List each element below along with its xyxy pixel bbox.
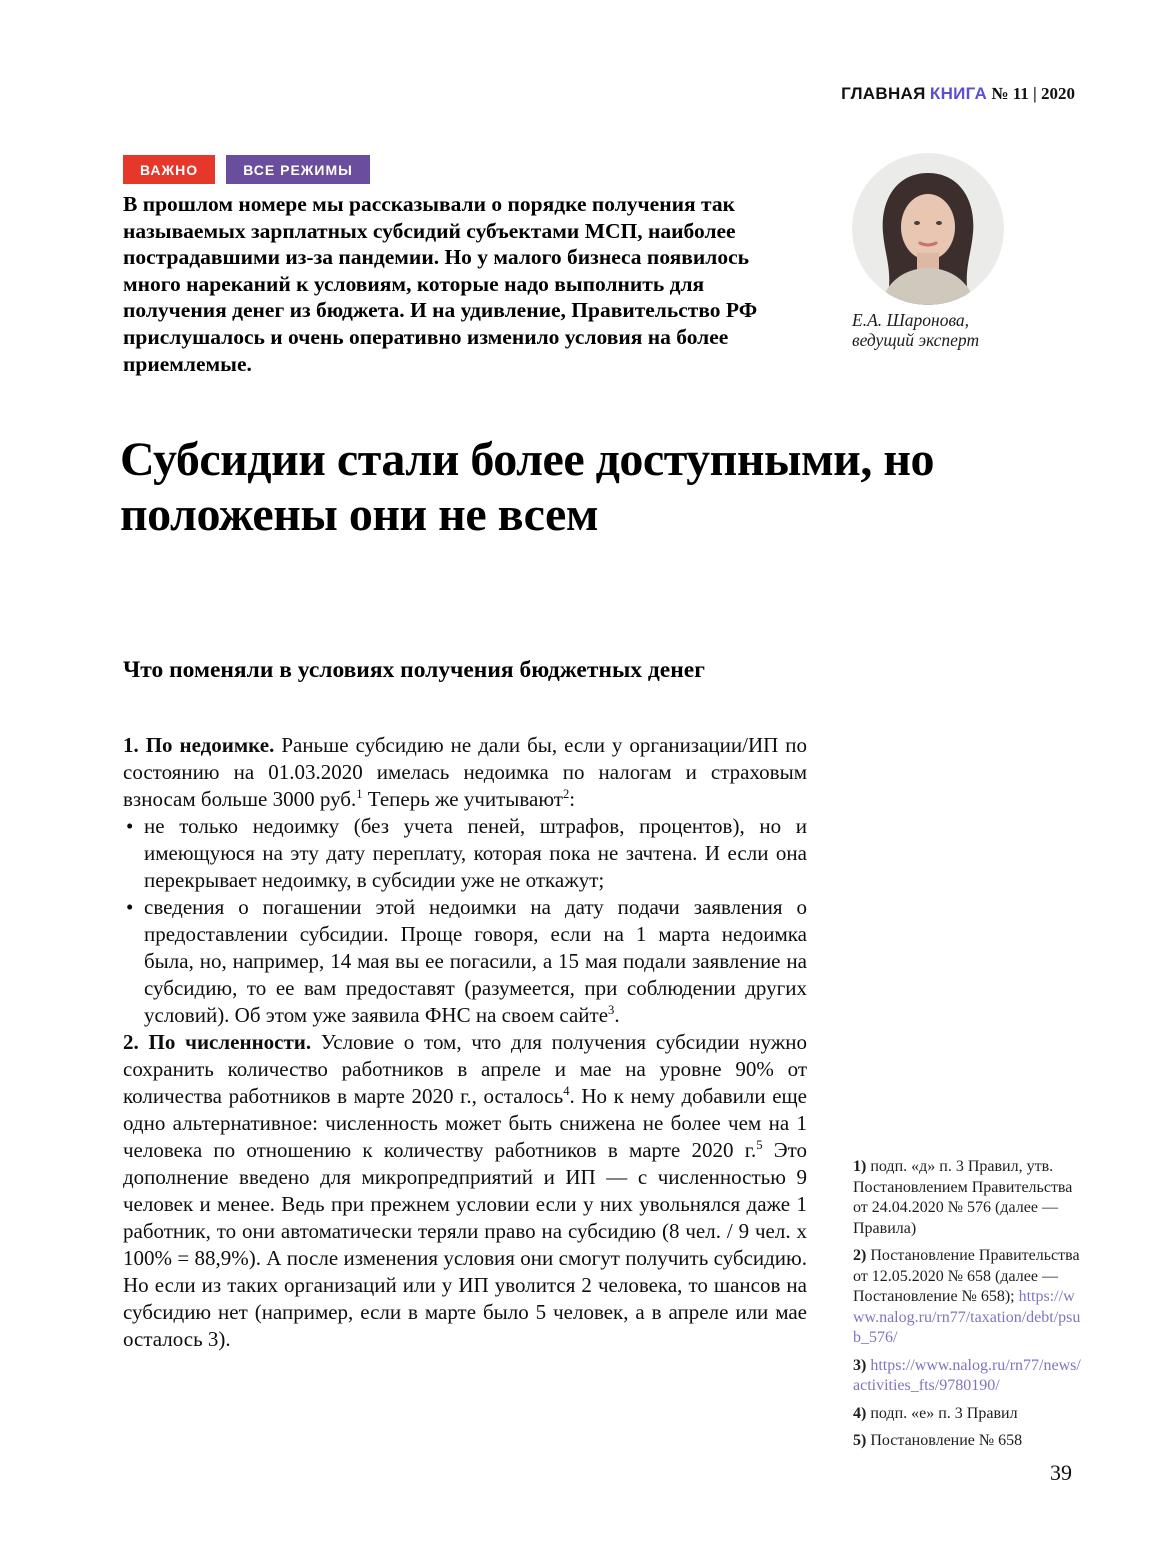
journal-header — [0, 84, 1075, 104]
text-run: подп. «е» п. 3 Правил — [870, 1404, 1018, 1422]
section-heading: Что поменяли в условиях получения бюджетных денег — [123, 657, 705, 683]
footnote-ref: 5 — [756, 1138, 763, 1152]
page-number: 39 — [1050, 1460, 1072, 1485]
text-run: : — [569, 787, 576, 811]
bullet-item — [123, 813, 807, 894]
bullet-item — [123, 894, 807, 1029]
bold-lead: 1. По недоимке. — [123, 733, 282, 757]
footnote-number: 1) — [853, 1158, 871, 1175]
text-run: сведения о погашении этой недоимки на дату подачи заявления о предоставлении субсидии. Проще говоря, если на 1 марта недоимка была, но, например, 14 мая вы ее погасили, а 15 мая подали заявление на субсидию, то ее вам предоставят (разумеется, при соблюдении других условий). Об этом уже заявила ФНС на своем сайте — [144, 895, 807, 1027]
journal-issue: № 11 | 2020 — [991, 84, 1075, 103]
article-body — [123, 732, 807, 1353]
footnote-ref: 4 — [563, 1084, 570, 1098]
text-run: не только недоимку (без учета пеней, штрафов, процентов), но и имеющуюся на эту дату переплату, которая пока не зачтена. И если она перекрывает недоимку, в субсидии уже не откажут; — [144, 814, 807, 892]
text-run: Условие о том, что для получения субсидии нужно сохранить количество работников в апреле и мае на уровне 90% от количества работников в марте 2020 г., осталось — [123, 1030, 807, 1108]
author-photo — [852, 153, 1004, 305]
text-run: Постановление № 658 — [870, 1432, 1023, 1449]
footnote-link[interactable]: https://www.nalog.ru/rn77/taxation/debt/psub_576/ — [853, 1288, 1081, 1346]
author-portrait-illustration — [852, 153, 1004, 305]
journal-brand-purple: КНИГА — [929, 84, 988, 103]
footnote-number: 5) — [853, 1432, 871, 1449]
text-run: Теперь же учитывают — [362, 787, 563, 811]
intro-paragraph: В прошлом номере мы рассказывали о порядке получения так называемых зарплатных субсидий субъектами МСП, наиболее пострадавшими из-за пандемии. Но у малого бизнеса появилось много нареканий к условиям, которые надо выполнить для получения денег из бюджета. И на удивление, Правительство РФ прислушалось и очень оперативно изменило условия на более приемлемые. — [123, 192, 758, 376]
author-role: ведущий эксперт — [852, 330, 980, 350]
text-run: Раньше субсидию не дали бы, если у организации/ИП по состоянию на 01.03.2020 имелась недоимка по налогам и страховым взносам больше 3000 руб. — [123, 733, 808, 811]
footnote-number: 2) — [853, 1247, 871, 1264]
journal-brand-black: ГЛАВНАЯ — [841, 84, 926, 103]
footnote-number: 3) — [853, 1356, 871, 1374]
footnotes-sidebar — [853, 1157, 1081, 1459]
topic-badges — [123, 155, 370, 184]
footnote-item — [853, 1157, 1081, 1239]
bold-lead: 2. По численности. — [123, 1030, 321, 1054]
text-run: Постановление Правительства от 12.05.2020 № 658 (далее — Постановление № 658); — [853, 1247, 1080, 1305]
author-name: Е.А. Шаронова, — [852, 310, 970, 330]
footnote-ref: 3 — [608, 1003, 615, 1017]
body-paragraph — [123, 732, 807, 813]
footnote-number: 4) — [853, 1404, 871, 1422]
footnote-item — [853, 1431, 1081, 1452]
body-paragraph — [123, 1029, 807, 1353]
footnote-ref: 1 — [356, 787, 363, 801]
text-run: подп. «д» п. 3 Правил, утв. Постановлением Правительства от 24.04.2020 № 576 (далее — Правила) — [853, 1158, 1073, 1237]
footnote-item — [853, 1404, 1081, 1425]
article-title: Субсидии стали более доступными, но положены они не всем — [120, 433, 934, 541]
footnote-link[interactable]: https://www.nalog.ru/rn77/news/activities_fts/9780190/ — [853, 1356, 1081, 1394]
footnote-item — [853, 1246, 1081, 1349]
text-run: . — [614, 1003, 620, 1027]
topic-badge-1: ВСЕ РЕЖИМЫ — [226, 155, 370, 184]
footnote-ref: 2 — [562, 787, 570, 801]
topic-badge-0: ВАЖНО — [123, 155, 215, 184]
text-run: Это дополнение введено для микропредприятий и ИП — с численностью 9 человек и менее. Ведь при прежнем условии если у них увольнялся даже 1 работник, то они автоматически теряли право на субсидию (8 чел. / 9 чел. x 100% = 88,9%). А после изменения условия они смогут получить субсидию. Но если из таких организаций или у ИП уволится 2 человека, то шансов на субсидию нет (например, если в марте было 5 человек, а в апреле или мае осталось 3). — [123, 1138, 807, 1351]
footnote-item — [853, 1356, 1081, 1397]
author-caption — [852, 310, 979, 350]
text-run: . Но к нему добавили еще одно альтернативное: численность может быть снижена не более чем на 1 человека по отношению к количеству работников в марте 2020 г. — [123, 1084, 808, 1162]
